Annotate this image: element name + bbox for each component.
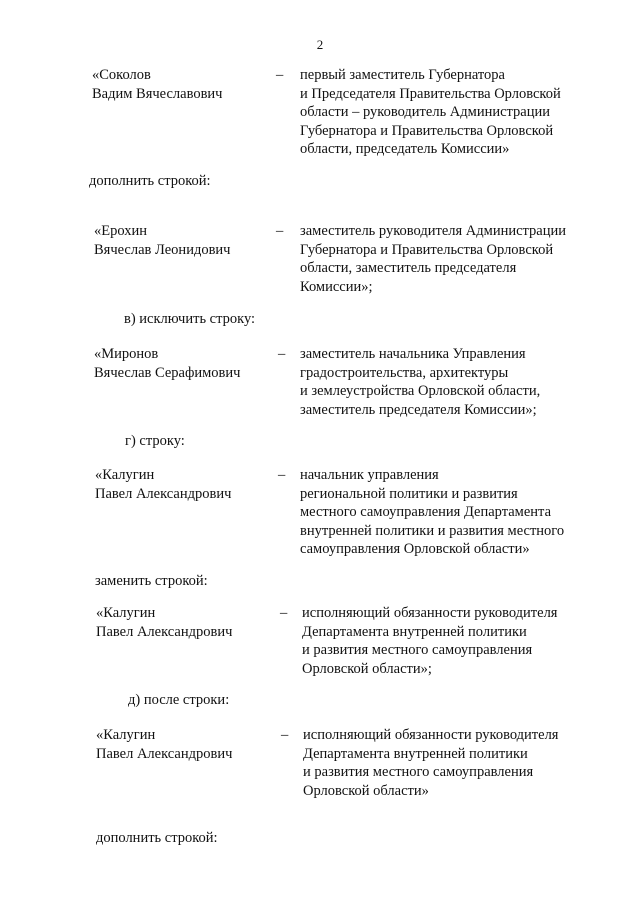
member-role: первый заместитель Губернатора и Председателя Правительства Орловской области – руководитель Администрации Губернатора и Правительства Орловской области, председатель Комиссии» — [300, 67, 561, 157]
page-number: 2 — [316, 37, 324, 52]
entry-dash: – — [281, 727, 289, 743]
instruction-after-line-d: д) после строки: — [128, 692, 230, 708]
member-role: начальник управления региональной политики и развития местного самоуправления Департамента внутренней политики и развития местного самоуправления Орловской области» — [300, 467, 565, 557]
instruction-exclude-line: в) исключить строку: — [124, 311, 256, 327]
member-name: «Соколов Вадим Вячеславович — [92, 67, 223, 102]
instruction-add-line-1: дополнить строкой: — [89, 173, 211, 189]
entry-dash: – — [276, 223, 284, 239]
member-role: заместитель руководителя Администрации Губернатора и Правительства Орловской области, заместитель председателя Комиссии»; — [300, 223, 567, 295]
entry-dash: – — [278, 467, 286, 483]
member-role: заместитель начальника Управления градостроительства, архитектуры и землеустройства Орловской области, заместитель председателя Комиссии»; — [300, 346, 541, 418]
member-name: «Ерохин Вячеслав Леонидович — [94, 223, 231, 258]
entry-dash: – — [278, 346, 286, 362]
member-name: «Калугин Павел Александрович — [95, 467, 232, 502]
instruction-line-g: г) строку: — [125, 433, 185, 449]
member-name: «Миронов Вячеслав Серафимович — [94, 346, 241, 381]
entry-dash: – — [276, 67, 284, 83]
member-name: «Калугин Павел Александрович — [96, 605, 233, 640]
member-role: исполняющий обязанности руководителя Департамента внутренней политики и развития местного самоуправления Орловской области»; — [302, 605, 558, 677]
member-name: «Калугин Павел Александрович — [96, 727, 233, 762]
instruction-add-line-2: дополнить строкой: — [96, 830, 218, 846]
member-role: исполняющий обязанности руководителя Департамента внутренней политики и развития местного самоуправления Орловской области» — [303, 727, 559, 799]
entry-dash: – — [280, 605, 288, 621]
instruction-replace-line: заменить строкой: — [95, 573, 208, 589]
